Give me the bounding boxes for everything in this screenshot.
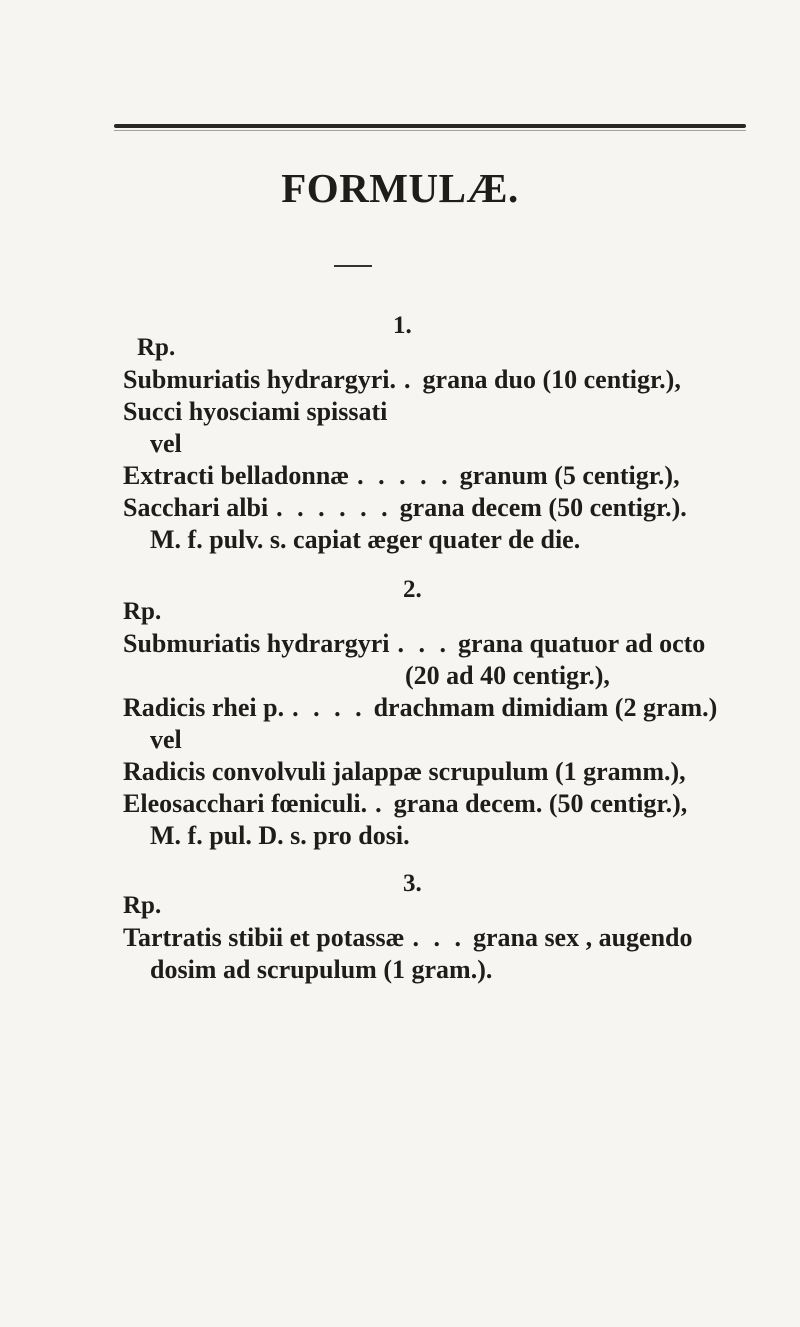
section-1-line-2: Succi hyosciami spissati [123, 397, 388, 426]
section-2-line-3-right: drachmam dimidiam (2 gram.) [373, 693, 718, 722]
section-2-line-3-left: Radicis rhei p. [123, 693, 285, 722]
section-1-line-4-right: granum (5 centigr.), [459, 461, 680, 490]
section-2-line-1-left: Submuriatis hydrargyri [123, 629, 390, 658]
section-3-line-1 [123, 922, 693, 954]
section-1-line-5-right: grana decem (50 centigr.). [399, 493, 687, 522]
section-2-line-3 [123, 692, 717, 724]
section-3-line-1-right: grana sex , augendo [472, 923, 693, 952]
section-2-rp: Rp. [123, 598, 162, 625]
section-1-line-3: vel [150, 429, 182, 458]
section-1-line-4-dots: . . . . . [357, 461, 452, 490]
top-rule [114, 124, 746, 128]
section-3-line-1-dots: . . . [412, 923, 465, 952]
section-3-number: 3. [403, 870, 422, 897]
section-1-line-1-left: Submuriatis hydrargyri. [123, 365, 397, 394]
title-divider [334, 265, 372, 267]
section-2-line-6 [123, 788, 687, 820]
section-2-line-1-dots: . . . [397, 629, 451, 658]
section-1-line-1-right: grana duo (10 centigr.), [422, 365, 681, 394]
section-1-line-4 [123, 460, 680, 492]
page-title: FORMULÆ. [281, 165, 519, 211]
section-3-line-2: dosim ad scrupulum (1 gram.). [150, 955, 493, 984]
section-2-number: 2. [403, 576, 422, 603]
section-2-line-5: Radicis convolvuli jalappæ scrupulum (1 gramm.), [123, 757, 686, 786]
section-1-line-1 [123, 364, 681, 396]
section-2-line-3-dots: . . . . [292, 693, 366, 722]
section-1-line-6: M. f. pulv. s. capiat æger quater de die. [150, 525, 581, 554]
section-3-rp: Rp. [123, 892, 162, 919]
section-2-line-1 [123, 628, 705, 660]
section-1-line-5-dots: . . . . . . [276, 493, 392, 522]
section-2-line-6-left: Eleosacchari fœniculi. [123, 789, 368, 818]
section-1-line-1-dots: . [404, 365, 415, 394]
section-2-line-6-dots: . [375, 789, 386, 818]
section-2-line-4: vel [150, 725, 182, 754]
section-1-number: 1. [393, 312, 412, 339]
section-1-line-5 [123, 492, 687, 524]
section-3-line-1-left: Tartratis stibii et potassæ [123, 923, 405, 952]
section-1-rp: Rp. [137, 334, 176, 361]
section-1-line-5-left: Sacchari albi [123, 493, 269, 522]
section-1-line-4-left: Extracti belladonnæ [123, 461, 350, 490]
section-2-line-2: (20 ad 40 centigr.), [405, 661, 610, 690]
section-2-line-7: M. f. pul. D. s. pro dosi. [150, 821, 410, 850]
section-2-line-6-right: grana decem. (50 centigr.), [393, 789, 688, 818]
section-2-line-1-right: grana quatuor ad octo [458, 629, 706, 658]
